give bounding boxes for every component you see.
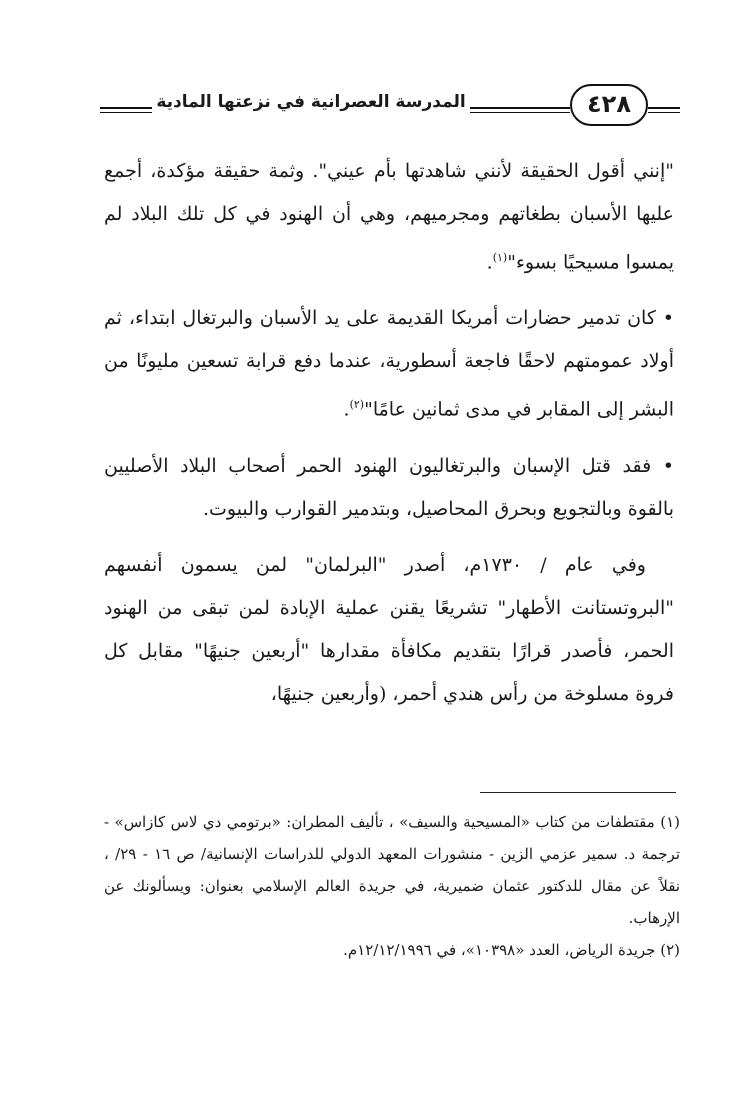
paragraph-4: [104, 544, 674, 716]
paragraph-1: [104, 150, 674, 284]
footnote-1: (١) مقتطفات من كتاب «المسيحية والسيف» ، تأليف المطران: «برتومي دي لاس كازاس» - ترجمة د. سمير عزمي الزين - منشورات المعهد الدولي للدراسات الإنسانية/ ص ١٦ - ٢٩/ ، نقلاً عن مقال للدكتور عثمان ضميرية، في جريدة العالم الإسلامي بعنوان: ويسألونك عن الإرهاب.: [104, 813, 680, 927]
header-rule-left: [100, 107, 152, 113]
footnotes: [104, 806, 680, 966]
paragraph-2-tail: .: [343, 398, 350, 421]
footnote-ref-1: (١): [492, 251, 508, 264]
paragraph-2-text: • كان تدمير حضارات أمريكا القديمة على يد الأسبان والبرتغال ابتداء، ثم أولاد عمومتهم لاحقًا فاجعة أسطورية، عندما دفع قرابة تسعين مليونًا من البشر إلى المقابر في مدى ثمانين عامًا": [104, 307, 674, 421]
paragraph-3-text: • فقد قتل الإسبان والبرتغاليون الهنود الحمر أصحاب البلاد الأصليين بالقوة وبالتجويع وبحرق المحاصيل، وبتدمير القوارب والبيوت.: [104, 454, 674, 520]
page-header: [100, 82, 680, 132]
header-rule-right: [648, 107, 680, 113]
header-rule-middle: [470, 107, 570, 113]
paragraph-4-text: وفي عام / ١٧٣٠م، أصدر "البرلمان" لمن يسمون أنفسهم "البروتستانت الأطهار" تشريعًا يقنن عملية الإبادة لمن تبقى من الهنود الحمر، فأصدر قرارًا بتقديم مكافأة مقدارها "أربعين جنيهًا" مقابل كل فروة مسلوخة من رأس هندي أحمر، (وأربعين جنيهًا،: [104, 553, 674, 705]
running-title: المدرسة العصرانية في نزعتها المادية: [156, 92, 466, 112]
paragraph-2: [104, 297, 674, 431]
paragraph-3: [104, 445, 674, 531]
paragraph-1-text: "إنني أقول الحقيقة لأنني شاهدتها بأم عيني". وثمة حقيقة مؤكدة، أجمع عليها الأسبان بطغاتهم ومجرميهم، وهي أن الهنود في كل تلك البلاد لم يمسوا مسيحيًا بسوء": [104, 160, 674, 274]
page-number: ٤٢٨: [570, 84, 648, 126]
footnote-2: (٢) جريدة الرياض، العدد «١٠٣٩٨»، في ١٢/١٢/١٩٩٦م.: [343, 941, 680, 959]
footnote-separator: [480, 792, 676, 793]
main-text: [104, 150, 674, 729]
paragraph-1-tail: .: [486, 251, 493, 274]
footnote-ref-2: (٢): [349, 398, 365, 412]
